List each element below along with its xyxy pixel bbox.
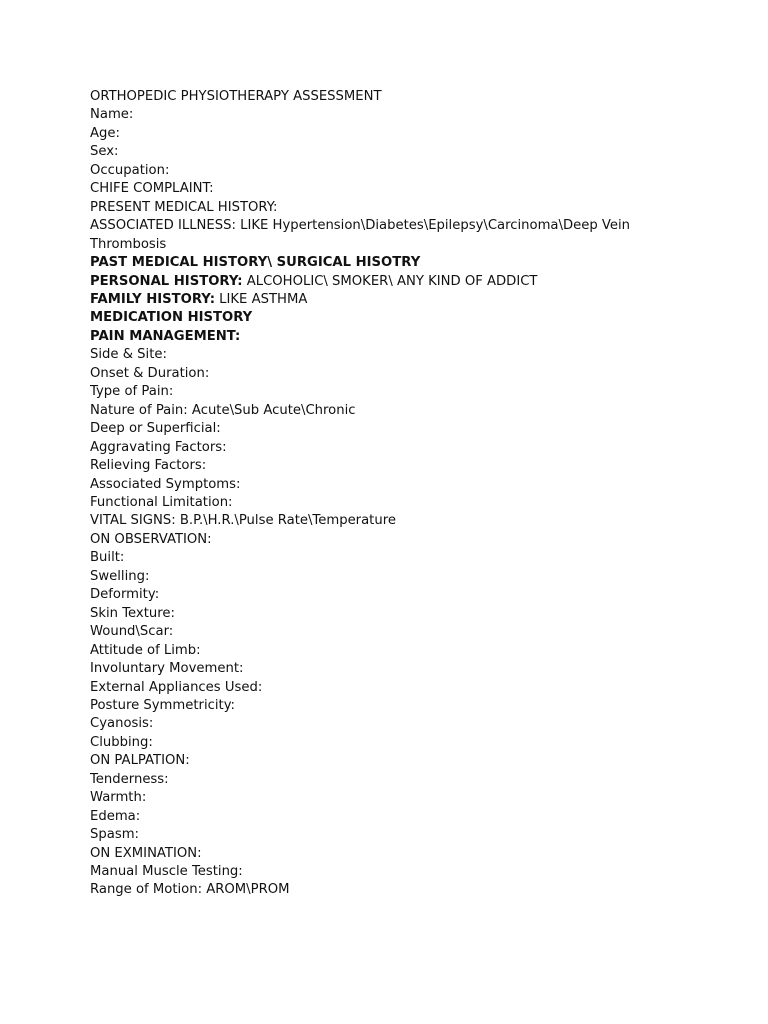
field-aggravating-factors: Aggravating Factors: [90, 439, 227, 455]
field-spasm: Spasm: [90, 827, 139, 843]
field-external-appliances: External Appliances Used: [90, 679, 263, 695]
field-name: Name: [90, 107, 134, 123]
field-manual-muscle-testing: Manual Muscle Testing: [90, 864, 243, 880]
heading-past-medical-history: PAST MEDICAL HISTORY\ SURGICAL HISOTRY [90, 255, 421, 271]
field-built: Built: [90, 550, 125, 566]
field-posture-symmetricity: Posture Symmetricity: [90, 697, 235, 713]
heading-pain-management: PAIN MANAGEMENT: [90, 328, 241, 344]
field-nature-of-pain: Nature of Pain: Acute\Sub Acute\Chronic [90, 402, 356, 418]
family-history-value: LIKE ASTHMA [214, 291, 308, 307]
field-associated-symptoms: Associated Symptoms: [90, 476, 241, 492]
field-relieving-factors: Relieving Factors: [90, 458, 207, 474]
personal-history-value: ALCOHOLIC\ SMOKER\ ANY KIND OF ADDICT [242, 273, 538, 289]
assessment-document [90, 88, 670, 900]
field-deformity: Deformity: [90, 587, 160, 603]
field-attitude-of-limb: Attitude of Limb: [90, 642, 201, 658]
field-vital-signs: VITAL SIGNS: B.P.\H.R.\Pulse Rate\Temperature [90, 513, 396, 529]
field-present-medical-history: PRESENT MEDICAL HISTORY: [90, 199, 278, 215]
field-onset-duration: Onset & Duration: [90, 365, 210, 381]
field-warmth: Warmth: [90, 790, 147, 806]
field-involuntary-movement: Involuntary Movement: [90, 661, 244, 677]
field-side-site: Side & Site: [90, 347, 167, 363]
field-functional-limitation: Functional Limitation: [90, 494, 233, 510]
field-tenderness: Tenderness: [90, 771, 169, 787]
field-personal-history [90, 273, 670, 291]
field-swelling: Swelling: [90, 568, 150, 584]
field-clubbing: Clubbing: [90, 734, 153, 750]
heading-medication-history: MEDICATION HISTORY [90, 310, 253, 326]
heading-on-examination: ON EXMINATION: [90, 845, 202, 861]
field-associated-illness: ASSOCIATED ILLNESS: LIKE Hypertension\Diabetes\Epilepsy\Carcinoma\Deep Vein Thrombosis [90, 218, 631, 252]
field-type-of-pain: Type of Pain: [90, 384, 174, 400]
document-title: ORTHOPEDIC PHYSIOTHERAPY ASSESSMENT [90, 89, 382, 104]
field-cyanosis: Cyanosis: [90, 716, 154, 732]
field-chief-complaint: CHIFE COMPLAINT: [90, 181, 214, 197]
heading-on-observation: ON OBSERVATION: [90, 531, 212, 547]
field-edema: Edema: [90, 808, 141, 824]
personal-history-label: PERSONAL HISTORY: [90, 273, 243, 289]
heading-on-palpation: ON PALPATION: [90, 753, 190, 769]
field-occupation: Occupation: [90, 162, 170, 178]
field-range-of-motion: Range of Motion: AROM\PROM [90, 882, 290, 898]
field-age: Age: [90, 125, 120, 141]
field-deep-superficial: Deep or Superficial: [90, 421, 221, 437]
field-sex: Sex: [90, 144, 119, 160]
family-history-label: FAMILY HISTORY: [90, 291, 215, 307]
field-skin-texture: Skin Texture: [90, 605, 175, 621]
field-wound-scar: Wound\Scar: [90, 624, 174, 640]
field-family-history [90, 291, 670, 309]
